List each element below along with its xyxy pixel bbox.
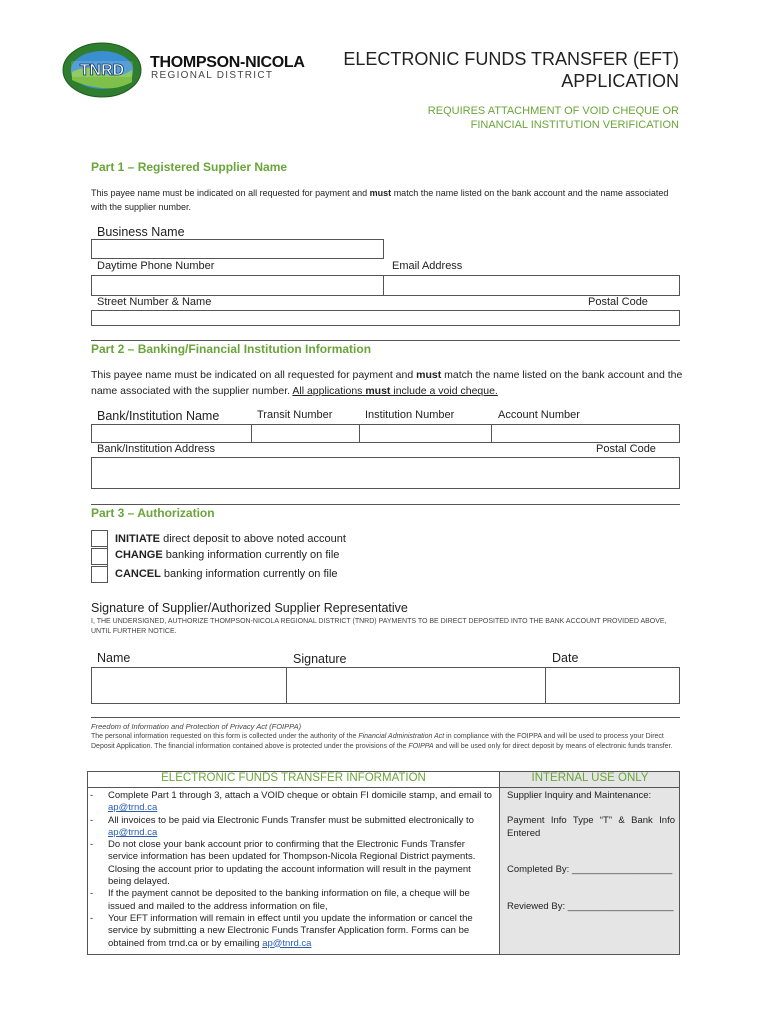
business-name-label: Business Name <box>97 225 185 239</box>
form-subtitle <box>428 104 679 132</box>
option-change: CHANGE banking information currently on file <box>115 549 340 561</box>
list-item: - Complete Part 1 through 3, attach a VOID cheque or obtain FI domicile stamp, and email to ap@trnd.ca <box>90 790 492 814</box>
bank-address-label: Bank/Institution Address <box>97 443 216 455</box>
phone-field[interactable] <box>91 275 384 296</box>
email-link[interactable]: ap@trnd.ca <box>108 802 158 814</box>
option-cancel: CANCEL banking information currently on file <box>115 568 338 580</box>
list-item: - All invoices to be paid via Electronic Funds Transfer must be submitted electronically to ap@trnd.ca <box>90 814 474 838</box>
date-field[interactable] <box>545 667 680 704</box>
tnrd-logo <box>62 42 142 98</box>
part2-note: This payee name must be indicated on all requested for payment and must match the name listed on the bank account and the name associated with the supplier number. All applications must include a void cheque. <box>91 369 683 397</box>
name-field[interactable] <box>91 667 287 704</box>
institution-label: Institution Number <box>365 409 455 421</box>
foippa-heading: Freedom of Information and Protection of Privacy Act (FOIPPA) <box>91 722 302 731</box>
part1-note: This payee name must be indicated on all requested for payment and must match the name listed on the bank account and the name associated with the supplier number. <box>91 188 669 212</box>
street-label: Street Number & Name <box>97 296 212 308</box>
email-field[interactable] <box>383 275 680 296</box>
email-link[interactable]: ap@trnd.ca <box>108 826 158 838</box>
bank-name-label: Bank/Institution Name <box>97 409 220 423</box>
table-header-rule <box>500 787 680 788</box>
part2-heading: Part 2 – Banking/Financial Institution Information <box>91 342 372 356</box>
checkbox-column-rule <box>107 530 108 583</box>
account-field[interactable] <box>491 424 680 443</box>
postal-label-1: Postal Code <box>588 296 648 308</box>
postal-label-2: Postal Code <box>596 443 656 455</box>
authorization-statement: I, THE UNDERSIGNED, AUTHORIZE THOMPSON-NICOLA REGIONAL DISTRICT (TNRD) PAYMENTS TO BE DIRECT DEPOSITED INTO THE BANK ACCOUNT PROVIDED ABOVE, UNTIL FURTHER NOTICE. <box>91 618 667 635</box>
initiate-checkbox[interactable] <box>91 530 108 547</box>
eft-info-list <box>90 790 496 950</box>
part3-heading: Part 3 – Authorization <box>91 506 215 520</box>
list-item: - If the payment cannot be deposited to the banking information on file, a cheque will be issued and mailed to the address information on file, <box>90 888 470 912</box>
divider <box>91 717 680 718</box>
foippa-text: The personal information requested on this form is collected under the authority of the Financial Administration Act in compliance with the FOIPPA and will be used to process your Direct Deposit Application. The financial information contained above is protected under the provisions of the FOIPPA and will be used only for direct deposit by means of electronic funds transfer. <box>91 733 673 750</box>
internal-use-heading: INTERNAL USE ONLY <box>531 772 649 784</box>
business-name-field[interactable] <box>91 239 384 259</box>
list-item: - Do not close your bank account prior to confirming that the Electronic Funds Transfer service information has been updated for Thompson-Nicola Regional District payments. Closing the account prior to updating the account information will result in the payment being delayed. <box>90 839 476 888</box>
name-label: Name <box>97 651 131 665</box>
form-title-line2: APPLICATION <box>561 71 679 91</box>
form-title <box>343 48 679 92</box>
street-field[interactable] <box>91 310 680 326</box>
transit-field[interactable] <box>251 424 360 443</box>
list-item: - Your EFT information will remain in effect until you update the information or cancel the service by submitting a new Electronic Funds Transfer Application form. Forms can be obtained from trnd.ca or by emailing ap@tnrd.ca <box>90 912 473 949</box>
account-label: Account Number <box>498 409 580 421</box>
table-header-rule <box>87 787 500 788</box>
date-label: Date <box>552 651 579 665</box>
part1-heading: Part 1 – Registered Supplier Name <box>91 160 288 174</box>
form-subtitle-line2: FINANCIAL INSTITUTION VERIFICATION <box>470 119 679 131</box>
bank-address-field[interactable] <box>91 457 680 489</box>
transit-label: Transit Number <box>257 409 333 421</box>
cancel-checkbox[interactable] <box>91 566 108 583</box>
signature-label: Signature <box>293 652 347 666</box>
internal-line-supplier: Supplier Inquiry and Maintenance: <box>507 790 652 801</box>
form-title-line1: ELECTRONIC FUNDS TRANSFER (EFT) <box>343 49 679 69</box>
reviewed-by: Reviewed By: ____________________ <box>507 901 674 912</box>
phone-label: Daytime Phone Number <box>97 260 215 272</box>
org-name: THOMPSON-NICOLA <box>150 54 305 71</box>
logo-letters: TNRD <box>79 62 125 79</box>
institution-field[interactable] <box>359 424 492 443</box>
form-subtitle-line1: REQUIRES ATTACHMENT OF VOID CHEQUE OR <box>427 105 679 117</box>
divider <box>91 504 680 505</box>
signature-heading: Signature of Supplier/Authorized Supplier Representative <box>91 601 408 615</box>
tnrd-logo-emblem <box>62 42 142 98</box>
divider <box>91 340 680 341</box>
change-checkbox[interactable] <box>91 548 108 565</box>
internal-line-payment: Payment Info Type “T” & Bank Info Entered <box>507 815 675 839</box>
completed-by: Completed By: ___________________ <box>507 864 673 875</box>
option-initiate: INITIATE direct deposit to above noted account <box>115 533 346 545</box>
signature-field[interactable] <box>286 667 546 704</box>
bank-name-field[interactable] <box>91 424 252 443</box>
email-link[interactable]: ap@tnrd.ca <box>262 937 312 949</box>
org-subname: REGIONAL DISTRICT <box>151 70 274 81</box>
eft-info-heading: ELECTRONIC FUNDS TRANSFER INFORMATION <box>161 772 426 784</box>
email-label: Email Address <box>392 260 463 272</box>
